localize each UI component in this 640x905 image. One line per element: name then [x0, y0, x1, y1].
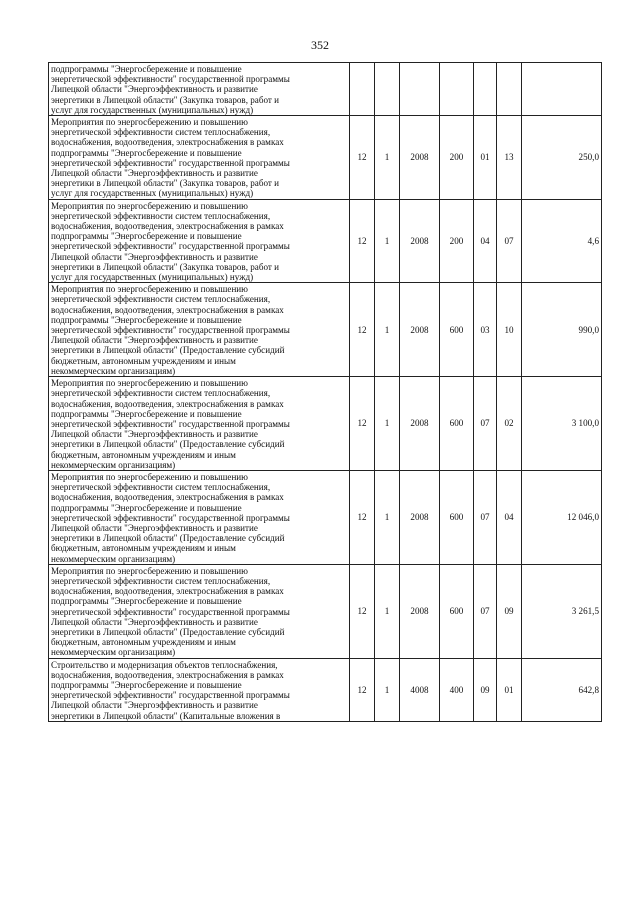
cell-c1: 12	[350, 658, 375, 721]
table-row	[49, 658, 602, 721]
cell-c3: 4008	[400, 658, 440, 721]
cell-c5: 07	[474, 377, 497, 471]
table-row	[49, 470, 602, 564]
cell-c6: 09	[497, 564, 522, 658]
table-row	[49, 283, 602, 377]
cell-c3: 2008	[400, 377, 440, 471]
cell-c3: 2008	[400, 283, 440, 377]
cell-c2: 1	[375, 377, 400, 471]
cell-c4: 600	[440, 283, 474, 377]
cell-c1	[350, 63, 375, 116]
cell-c3: 2008	[400, 116, 440, 200]
row-description: Мероприятия по энергосбережению и повышению энергетической эффективности систем теплоснабжения, водоснабжения, водоотведения, электроснабжения в рамках подпрограммы "Энергосбережение и повышение энергетической эффективности" государственной программы Липецкой области "Энергоэффективность и развитие энергетики в Липецкой области" (Предоставление субсидий бюджетным, автономным учреждениям и иным некоммерческим организациям)	[49, 377, 350, 471]
cell-amount: 3 100,0	[522, 377, 602, 471]
cell-c3: 2008	[400, 470, 440, 564]
cell-c5: 07	[474, 564, 497, 658]
cell-c1: 12	[350, 116, 375, 200]
cell-c5: 09	[474, 658, 497, 721]
cell-c5: 01	[474, 116, 497, 200]
cell-c5: 04	[474, 199, 497, 283]
cell-c1: 12	[350, 377, 375, 471]
row-description: Строительство и модернизация объектов теплоснабжения, водоснабжения, водоотведения, электроснабжения в рамках подпрограммы "Энергосбережение и повышение энергетической эффективности" государственной программы Липецкой области "Энергоэффективность и развитие энергетики в Липецкой области" (Капитальные вложения в	[49, 658, 350, 721]
row-description: Мероприятия по энергосбережению и повышению энергетической эффективности систем теплоснабжения, водоснабжения, водоотведения, электроснабжения в рамках подпрограммы "Энергосбережение и повышение энергетической эффективности" государственной программы Липецкой области "Энергоэффективность и развитие энергетики в Липецкой области" (Предоставление субсидий бюджетным, автономным учреждениям и иным некоммерческим организациям)	[49, 470, 350, 564]
cell-c2: 1	[375, 283, 400, 377]
row-description: Мероприятия по энергосбережению и повышению энергетической эффективности систем теплоснабжения, водоснабжения, водоотведения, электроснабжения в рамках подпрограммы "Энергосбережение и повышение энергетической эффективности" государственной программы Липецкой области "Энергоэффективность и развитие энергетики в Липецкой области" (Закупка товаров, работ и услуг для государственных (муниципальных) нужд)	[49, 116, 350, 200]
row-description: Мероприятия по энергосбережению и повышению энергетической эффективности систем теплоснабжения, водоснабжения, водоотведения, электроснабжения в рамках подпрограммы "Энергосбережение и повышение энергетической эффективности" государственной программы Липецкой области "Энергоэффективность и развитие энергетики в Липецкой области" (Предоставление субсидий бюджетным, автономным учреждениям и иным некоммерческим организациям)	[49, 283, 350, 377]
cell-c3	[400, 63, 440, 116]
cell-c2: 1	[375, 199, 400, 283]
cell-c6: 07	[497, 199, 522, 283]
budget-table	[48, 62, 602, 722]
cell-c2	[375, 63, 400, 116]
cell-amount	[522, 63, 602, 116]
cell-c5: 03	[474, 283, 497, 377]
cell-c4: 200	[440, 199, 474, 283]
cell-c3: 2008	[400, 564, 440, 658]
table-row	[49, 377, 602, 471]
cell-amount: 250,0	[522, 116, 602, 200]
cell-amount: 3 261,5	[522, 564, 602, 658]
cell-c4: 600	[440, 564, 474, 658]
cell-c4: 400	[440, 658, 474, 721]
table-row	[49, 116, 602, 200]
cell-c2: 1	[375, 116, 400, 200]
cell-c4: 600	[440, 377, 474, 471]
cell-c4	[440, 63, 474, 116]
cell-amount: 4,6	[522, 199, 602, 283]
cell-c6: 13	[497, 116, 522, 200]
cell-c2: 1	[375, 658, 400, 721]
cell-c6: 01	[497, 658, 522, 721]
cell-c6: 10	[497, 283, 522, 377]
row-description: Мероприятия по энергосбережению и повышению энергетической эффективности систем теплоснабжения, водоснабжения, водоотведения, электроснабжения в рамках подпрограммы "Энергосбережение и повышение энергетической эффективности" государственной программы Липецкой области "Энергоэффективность и развитие энергетики в Липецкой области" (Закупка товаров, работ и услуг для государственных (муниципальных) нужд)	[49, 199, 350, 283]
cell-c4: 200	[440, 116, 474, 200]
cell-amount: 642,8	[522, 658, 602, 721]
cell-c4: 600	[440, 470, 474, 564]
page-number: 352	[311, 38, 329, 52]
table-row	[49, 199, 602, 283]
cell-c6: 04	[497, 470, 522, 564]
cell-c1: 12	[350, 283, 375, 377]
cell-c1: 12	[350, 470, 375, 564]
table-row	[49, 564, 602, 658]
cell-c5: 07	[474, 470, 497, 564]
row-description: подпрограммы "Энергосбережение и повышение энергетической эффективности" государственной программы Липецкой области "Энергоэффективность и развитие энергетики в Липецкой области" (Закупка товаров, работ и услуг для государственных (муниципальных) нужд)	[49, 63, 350, 116]
cell-c1: 12	[350, 199, 375, 283]
cell-c2: 1	[375, 564, 400, 658]
cell-c3: 2008	[400, 199, 440, 283]
cell-amount: 12 046,0	[522, 470, 602, 564]
cell-c5	[474, 63, 497, 116]
cell-c2: 1	[375, 470, 400, 564]
cell-c6: 02	[497, 377, 522, 471]
cell-c6	[497, 63, 522, 116]
row-description: Мероприятия по энергосбережению и повышению энергетической эффективности систем теплоснабжения, водоснабжения, водоотведения, электроснабжения в рамках подпрограммы "Энергосбережение и повышение энергетической эффективности" государственной программы Липецкой области "Энергоэффективность и развитие энергетики в Липецкой области" (Предоставление субсидий бюджетным, автономным учреждениям и иным некоммерческим организациям)	[49, 564, 350, 658]
cell-amount: 990,0	[522, 283, 602, 377]
cell-c1: 12	[350, 564, 375, 658]
table-row	[49, 63, 602, 116]
